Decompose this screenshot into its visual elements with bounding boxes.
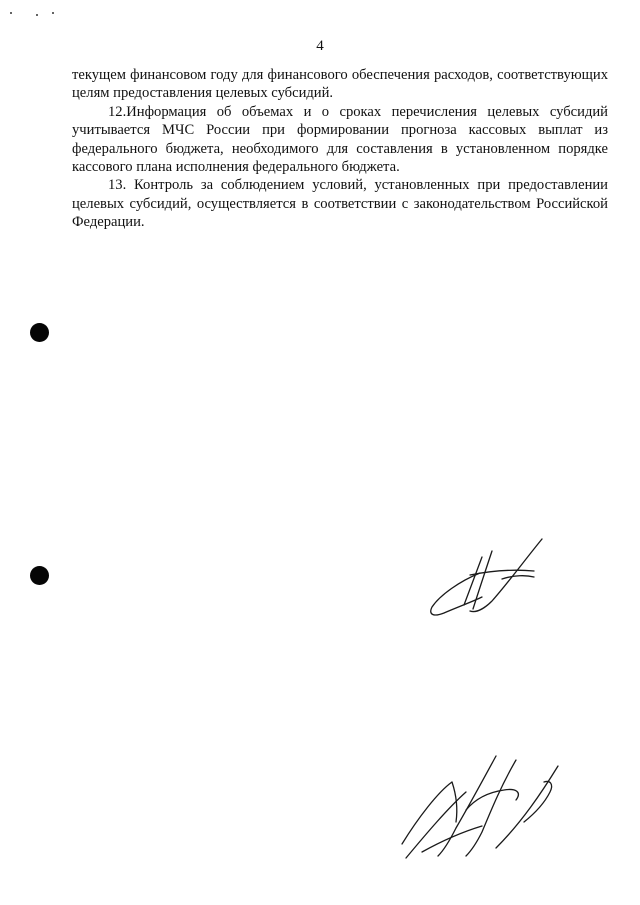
page-number: 4 [316,38,324,54]
body-text [72,66,608,232]
paragraph-12: 12.Информация об объемах и о сроках перечисления целевых субсидий учитывается МЧС России при формировании прогноза кассовых выплат из федерального бюджета, необходимого для составления в установленном порядке кассового плана исполнения федерального бюджета. [72,103,608,176]
paragraph-13: 13. Контроль за соблюдением условий, установленных при предоставлении целевых субсидий, осуществляется в соответствии с законодательством Российской Федерации. [72,177,608,231]
paragraph-continuation: текущем финансовом году для финансового обеспечения расходов, соответствующих целям предоставления целевых субсидий. [72,67,608,102]
scan-artifact [36,14,38,16]
punch-hole-bottom [30,566,49,585]
scan-artifact [10,12,12,14]
punch-hole-top [30,323,49,342]
scan-artifact [52,12,54,14]
signature-lower [396,752,566,864]
signature-upper [420,535,550,625]
